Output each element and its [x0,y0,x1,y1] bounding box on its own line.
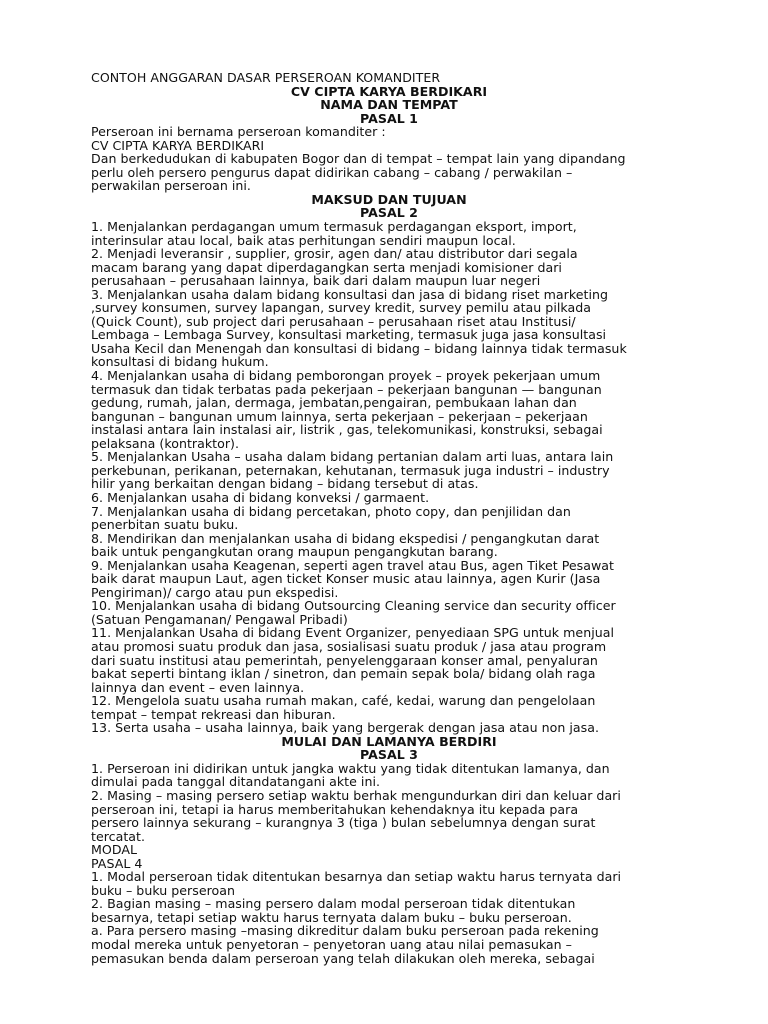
text-line: interinsular atau local, baik atas perhitungan sendiri maupun local. [91,232,516,248]
text-line: 9. Menjalankan usaha Keagenan, seperti agen travel atau Bus, agen Tiket Pesawat [91,557,614,573]
text-line: 2. Bagian masing – masing persero dalam modal perseroan tidak ditentukan [91,896,576,912]
text-line: ,survey konsumen, survey lapangan, survey kredit, survey pemilu atau pilkada [91,300,591,316]
text-line: MODAL [91,842,137,858]
text-line: (Satuan Pengamanan/ Pengawal Pribadi) [91,611,348,627]
text-line: pemasukan benda dalam perseroan yang telah dilakukan oleh mereka, sebagai [91,950,595,966]
text-line: perseroan ini, tetapi ia harus memberitahukan kehendaknya itu kepada para [91,801,579,817]
text-line: 3. Menjalankan usaha dalam bidang konsultasi dan jasa di bidang riset marketing [91,286,608,302]
text-line: 4. Menjalankan usaha di bidang pemborongan proyek – proyek pekerjaan umum [91,368,601,384]
text-line: 10. Menjalankan usaha di bidang Outsourcing Cleaning service dan security officer [91,598,616,614]
text-line: hilir yang berkaitan dengan bidang – bidang tersebut di atas. [91,476,479,492]
text-line: pelaksana (kontraktor). [91,435,239,451]
text-line: modal mereka untuk penyetoran – penyetoran uang atau nilai pemasukan – [91,937,572,952]
text-line: CV CIPTA KARYA BERDIKARI [91,137,265,153]
text-line: 5. Menjalankan Usaha – usaha dalam bidang pertanian dalam arti luas, antara lain [91,449,614,465]
text-line: dari suatu institusi atau pemerintah, penyelenggaraan konser amal, penyaluran [91,652,598,668]
text-line: penerbitan suatu buku. [91,517,239,533]
text-line: 6. Menjalankan usaha di bidang konveksi / garmaent. [91,489,430,505]
text-line: baik darat maupun Laut, agen ticket Konser music atau lainnya, agen Kurir (Jasa [91,571,601,587]
text-line: 1. Perseroan ini didirikan untuk jangka waktu yang tidak ditentukan lamanya, dan [91,760,610,776]
text-line: (Quick Count), sub project dari perusahaan – perusahaan riset atau Institusi/ [91,313,576,329]
text-line: perwakilan perseroan ini. [91,178,251,194]
text-line: termasuk dan tidak terbatas pada pekerjaan – pekerjaan bangunan — bangunan [91,381,602,397]
text-line: bakat seperti bintang iklan / sinetron, dan pemain sepak bola/ bidang olah raga [91,666,596,682]
text-line: konsultasi di bidang hukum. [91,354,269,370]
section-heading: MAKSUD DAN TUJUAN [311,191,467,207]
text-line: a. Para persero masing –masing dikreditur dalam buku perseroan pada rekening [91,923,599,939]
section-heading: PASAL 1 [360,110,418,126]
text-line: macam barang yang dapat diperdagangkan serta menjadi komisioner dari [91,259,562,275]
document-page [91,71,687,965]
text-line: 2. Masing – masing persero setiap waktu berhak mengundurkan diri dan keluar dari [91,787,621,803]
text-line: gedung, rumah, jalan, dermaga, jembatan,pengairan, pembukaan lahan dan [91,395,577,411]
text-line: Usaha Kecil dan Menengah dan konsultasi di bidang – bidang lainnya tidak termasuk [91,340,627,356]
text-line: Pengiriman)/ cargo atau pun ekspedisi. [91,584,339,600]
text-line: tercatat. [91,828,146,844]
text-line: Perseroan ini bernama perseroan komanditer : [91,124,386,140]
section-heading: NAMA DAN TEMPAT [320,97,458,113]
text-line: buku – buku perseroan [91,882,235,898]
text-line: 1. Menjalankan perdagangan umum termasuk perdagangan eksport, import, [91,219,577,235]
text-line: bangunan – bangunan umum lainnya, serta pekerjaan – pekerjaan – pekerjaan [91,408,588,424]
text-line: 13. Serta usaha – usaha lainnya, baik yang bergerak dengan jasa atau non jasa. [91,720,599,736]
text-line: 8. Mendirikan dan menjalankan usaha di bidang ekspedisi / pengangkutan darat [91,530,600,546]
text-line: 1. Modal perseroan tidak ditentukan besarnya dan setiap waktu harus ternyata dari [91,869,622,885]
section-heading: PASAL 2 [360,205,418,221]
section-heading: CV CIPTA KARYA BERDIKARI [290,83,488,99]
text-line: Dan berkedudukan di kabupaten Bogor dan di tempat – tempat lain yang dipandang [91,151,626,167]
text-line: atau promosi suatu produk dan jasa, sosialisasi suatu produk / jasa atau program [91,638,607,654]
text-line: dimulai pada tanggal ditandatangani akte ini. [91,774,380,790]
text-line: 12. Mengelola suatu usaha rumah makan, café, kedai, warung dan pengelolaan [91,693,596,709]
text-line: 7. Menjalankan usaha di bidang percetakan, photo copy, dan penjilidan dan [91,503,571,519]
text-line: baik untuk pengangkutan orang maupun pengangkutan barang. [91,544,498,560]
text-line: PASAL 4 [91,855,143,871]
text-line: CONTOH ANGGARAN DASAR PERSEROAN KOMANDITER [91,70,441,85]
text-line: 2. Menjadi leveransir , supplier, grosir, agen dan/ atau distributor dari segala [91,246,578,262]
text-line: lainnya dan event – even lainnya. [91,679,305,695]
text-line: 11. Menjalankan Usaha di bidang Event Organizer, penyediaan SPG untuk menjual [91,625,614,641]
text-line: besarnya, tetapi setiap waktu harus ternyata dalam buku – buku perseroan. [91,909,572,925]
text-line: perkebunan, perikanan, peternakan, kehutanan, termasuk juga industri – industry [91,462,610,478]
text-line: instalasi antara lain instalasi air, listrik , gas, telekomunikasi, konstruksi, sebagai [91,422,603,438]
section-heading: PASAL 3 [360,747,418,763]
text-line: perusahaan – perusahaan lainnya, baik dari dalam maupun luar negeri [91,273,541,289]
section-heading: MULAI DAN LAMANYA BERDIRI [281,733,497,749]
text-line: Lembaga – Lembaga Survey, konsultasi marketing, termasuk juga jasa konsultasi [91,327,607,343]
text-line: tempat – tempat rekreasi dan hiburan. [91,706,336,722]
text-line: persero lainnya sekurang – kurangnya 3 (tiga ) bulan sebelumnya dengan surat [91,815,596,831]
text-line: perlu oleh persero pengurus dapat didirikan cabang – cabang / perwakilan – [91,164,573,180]
